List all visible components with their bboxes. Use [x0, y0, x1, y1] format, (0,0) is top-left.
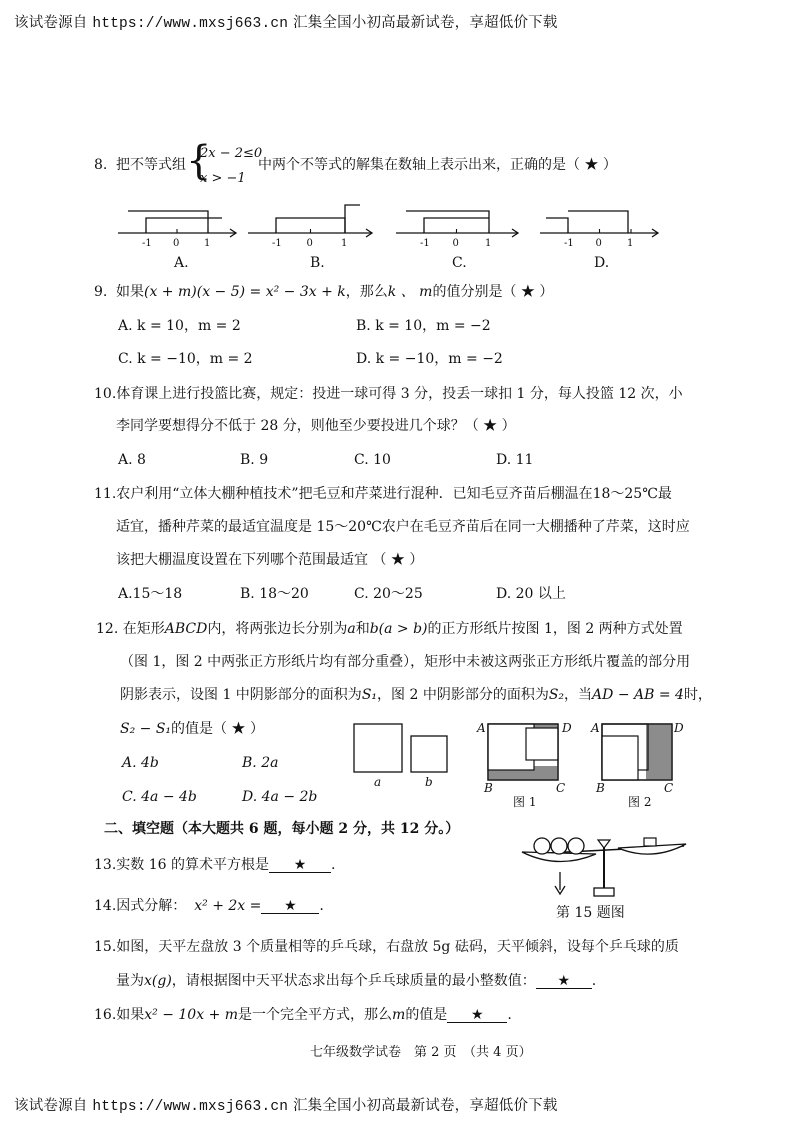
solution-2 — [568, 211, 628, 233]
fig2-label: 图 2 — [628, 795, 652, 809]
q15-line-2 — [116, 974, 596, 989]
ball-3 — [568, 838, 584, 854]
q11-option-a[interactable]: A.15～18 — [118, 586, 183, 602]
watermark-prefix: 该试卷源自 — [14, 1098, 88, 1114]
tick-label: 1 — [204, 238, 211, 249]
q9-expression: (x + m)(x − 5) = x² − 3x + k — [144, 284, 346, 300]
square-a-label: a — [374, 775, 382, 789]
ball-1 — [534, 838, 550, 854]
tick-label: 1 — [341, 238, 348, 249]
watermark-url[interactable]: https://www.mxsj663.cn — [92, 1099, 289, 1115]
q12-option-d[interactable]: D. 4a − 2b — [242, 789, 318, 805]
watermark-bottom — [14, 1094, 558, 1115]
q8-option-b[interactable]: B. — [310, 255, 325, 271]
tick-label: 0 — [173, 238, 180, 249]
q8-option-d[interactable]: D. — [594, 255, 610, 271]
q15-line2-a: 量为 — [116, 973, 144, 989]
fig2-corner-c: C — [664, 781, 674, 795]
fig2-corner-a: A — [591, 721, 600, 735]
solution-1 — [546, 218, 568, 233]
tick-label: -1 — [272, 238, 282, 249]
q10-option-d[interactable]: D. 11 — [496, 452, 534, 468]
q15-line-1: 15.如图，天平左盘放 3 个质量相等的乒乓球，右盘放 5g 砝码，天平倾斜，设每个乒乓球的质 — [94, 939, 679, 955]
q15-end: . — [591, 973, 597, 989]
q12-s2: S₂ — [548, 687, 565, 703]
q9-stem-c: 的值分别是（ ★ ） — [432, 284, 554, 300]
q15-var: x(g) — [144, 973, 172, 989]
tick-label: -1 — [420, 238, 430, 249]
balance-base — [594, 888, 614, 896]
tick-label: 1 — [627, 238, 634, 249]
solution-2 — [345, 205, 360, 233]
tick-label: 0 — [595, 238, 602, 249]
q12-figures — [350, 718, 690, 818]
q12-line4-tail: 的值是（ ★ ） — [171, 721, 264, 737]
q12-option-b[interactable]: B. 2a — [242, 755, 279, 771]
tick-label: 0 — [452, 238, 459, 249]
solution-1 — [406, 211, 489, 233]
q8-number-lines — [0, 0, 794, 280]
q11-option-d[interactable]: D. 20 以上 — [496, 586, 566, 602]
fig1-corner-c: C — [556, 781, 566, 795]
q16 — [94, 1008, 512, 1023]
watermark-suffix: 汇集全国小初高最新试卷，享超低价下载 — [292, 1098, 558, 1114]
q10-option-a[interactable]: A. 8 — [118, 452, 146, 468]
fig1-corner-a: A — [477, 721, 486, 735]
q12-s1: S₁ — [361, 687, 378, 703]
tick-label: -1 — [564, 238, 574, 249]
q12-line3-a: 阴影表示，设图 1 中阴影部分的面积为 — [120, 687, 362, 703]
q12-line-1 — [96, 622, 683, 636]
q10-line-2: 李同学要想得分不低于 28 分，则他至少要投进几个球？（ ★ ） — [116, 418, 516, 434]
q12-line1-c: 和 — [355, 621, 370, 637]
q14-end: . — [319, 898, 324, 914]
q8-number: 8. — [94, 157, 108, 173]
watermark-url[interactable]: https://www.mxsj663.cn — [92, 16, 289, 32]
q8-tail: 中两个不等式的解集在数轴上表示出来，正确的是（ ★ ） — [258, 157, 617, 173]
fig1-square-b — [526, 728, 558, 760]
q14 — [94, 899, 324, 914]
square-a — [354, 724, 402, 772]
q14-expr: x² + 2x = — [194, 898, 262, 914]
q15-figure-label: 第 15 题图 — [556, 905, 625, 921]
section-2-heading: 二、填空题（本大题共 6 题，每小题 2 分，共 12 分。） — [104, 821, 460, 837]
q12-line-2: （图 1，图 2 中两张正方形纸片均有部分重叠），矩形中未被这两张正方形纸片覆盖的部分用 — [120, 654, 691, 670]
q13-blank[interactable]: ★ — [269, 858, 331, 873]
balance-pointer — [598, 840, 610, 848]
fig2-corner-b: B — [596, 781, 605, 795]
q9-option-b[interactable]: B. k = 10，m = −2 — [356, 318, 491, 334]
solution-1 — [128, 211, 208, 233]
q13 — [94, 858, 335, 873]
q16-b: 是一个完全平方式，那么 — [238, 1007, 393, 1023]
figure-1 — [476, 721, 572, 809]
q8-option-a[interactable]: A. — [174, 255, 189, 271]
q11-option-c[interactable]: C. 20～25 — [354, 586, 423, 602]
q11-line-2: 适宜，播种芹菜的最适宜温度是 15～20℃农户在毛豆齐苗后在同一大棚播种了芹菜，这时应 — [116, 519, 690, 535]
fig1-corner-d: D — [562, 721, 572, 735]
square-b-label: b — [425, 775, 433, 789]
q8-inequality-2: x > −1 — [200, 171, 246, 186]
q12-line-3 — [120, 688, 712, 702]
q12-line3-c: ，当 — [564, 687, 593, 703]
q10-option-c[interactable]: C. 10 — [354, 452, 391, 468]
q10-option-b[interactable]: B. 9 — [240, 452, 269, 468]
q12-line1-a: 12. 在矩形 — [96, 621, 165, 637]
q8-lead: 把不等式组 — [116, 157, 186, 173]
q8-inequality-1: 2x − 2≤0 — [200, 146, 263, 161]
q15-line2-b: ，请根据图中天平状态求出每个乒乓球质量的最小整数值： — [171, 973, 536, 989]
ball-2 — [551, 838, 567, 854]
q9-option-d[interactable]: D. k = −10，m = −2 — [356, 351, 503, 367]
q9-option-a[interactable]: A. k = 10，m = 2 — [118, 318, 241, 334]
q11-option-b[interactable]: B. 18～20 — [240, 586, 309, 602]
q14-blank[interactable]: ★ — [261, 899, 319, 914]
q12-line3-b: ，图 2 中阴影部分的面积为 — [377, 687, 549, 703]
q12-rect: ABCD — [164, 621, 208, 637]
fig1-corner-b: B — [484, 781, 493, 795]
watermark-prefix: 该试卷源自 — [14, 15, 88, 31]
q12-line3-d: 时， — [683, 687, 712, 703]
q14-text: 14.因式分解： — [94, 898, 187, 914]
q12-option-a[interactable]: A. 4b — [122, 755, 159, 771]
q16-c: 的值是 — [405, 1007, 448, 1023]
q12-line1-b: 内，将两张边长分别为 — [207, 621, 348, 637]
q12-a: a — [347, 621, 356, 637]
q15-blank[interactable]: ★ — [536, 974, 592, 989]
q12-line-4 — [120, 722, 264, 736]
q9-stem-b: ，那么 — [345, 284, 388, 300]
q11-line-3: 该把大棚温度设置在下列哪个范围最适宜 （ ★ ） — [116, 552, 424, 568]
watermark-suffix: 汇集全国小初高最新试卷，享超低价下载 — [292, 15, 558, 31]
fig2-corner-d: D — [674, 721, 684, 735]
fig2-shade-right — [646, 724, 672, 780]
q9-vars: k 、 m — [387, 284, 433, 300]
q9-option-c[interactable]: C. k = −10，m = 2 — [118, 351, 253, 367]
square-b — [411, 736, 447, 772]
q16-blank[interactable]: ★ — [447, 1008, 507, 1023]
q12-expr: S₂ − S₁ — [120, 721, 172, 737]
q13-text: 13.实数 16 的算术平方根是 — [94, 857, 269, 873]
q12-option-c[interactable]: C. 4a − 4b — [122, 789, 197, 805]
tick-label: -1 — [142, 238, 152, 249]
q9-number: 9. — [94, 284, 108, 300]
q16-end: . — [507, 1007, 512, 1023]
q12-cond: AD − AB = 4 — [592, 687, 684, 703]
page-footer: 七年级数学试卷 第 2 页 （共 4 页） — [310, 1045, 532, 1060]
fig2-square-b — [602, 736, 638, 780]
fig1-label: 图 1 — [513, 795, 537, 809]
q16-expr: x² − 10x + m — [144, 1007, 239, 1023]
q11-line-1: 11.农户利用“立体大棚种植技术”把毛豆和芹菜进行混种．已知毛豆齐苗后棚温在18～25℃最 — [94, 486, 672, 502]
q10-line-1: 10.体育课上进行投篮比赛，规定：投进一球可得 3 分，投丢一球扣 1 分，每人投篮 12 次，小 — [94, 386, 683, 402]
q16-a: 16.如果 — [94, 1007, 145, 1023]
q12-b-expr: b(a > b) — [369, 621, 428, 637]
q13-end: . — [330, 857, 336, 873]
q16-m: m — [392, 1007, 406, 1023]
system-brace: { — [186, 138, 212, 184]
q9-stem-a: 如果 — [116, 284, 144, 300]
tick-label: 0 — [306, 238, 313, 249]
q8-option-c[interactable]: C. — [452, 255, 467, 271]
q9-stem — [116, 285, 553, 299]
weight-5g — [644, 838, 656, 846]
tick-label: 1 — [485, 238, 492, 249]
solution-2 — [146, 218, 222, 233]
q12-line1-d: 的正方形纸片按图 1，图 2 两种方式处置 — [427, 621, 683, 637]
figure-2 — [590, 721, 684, 809]
